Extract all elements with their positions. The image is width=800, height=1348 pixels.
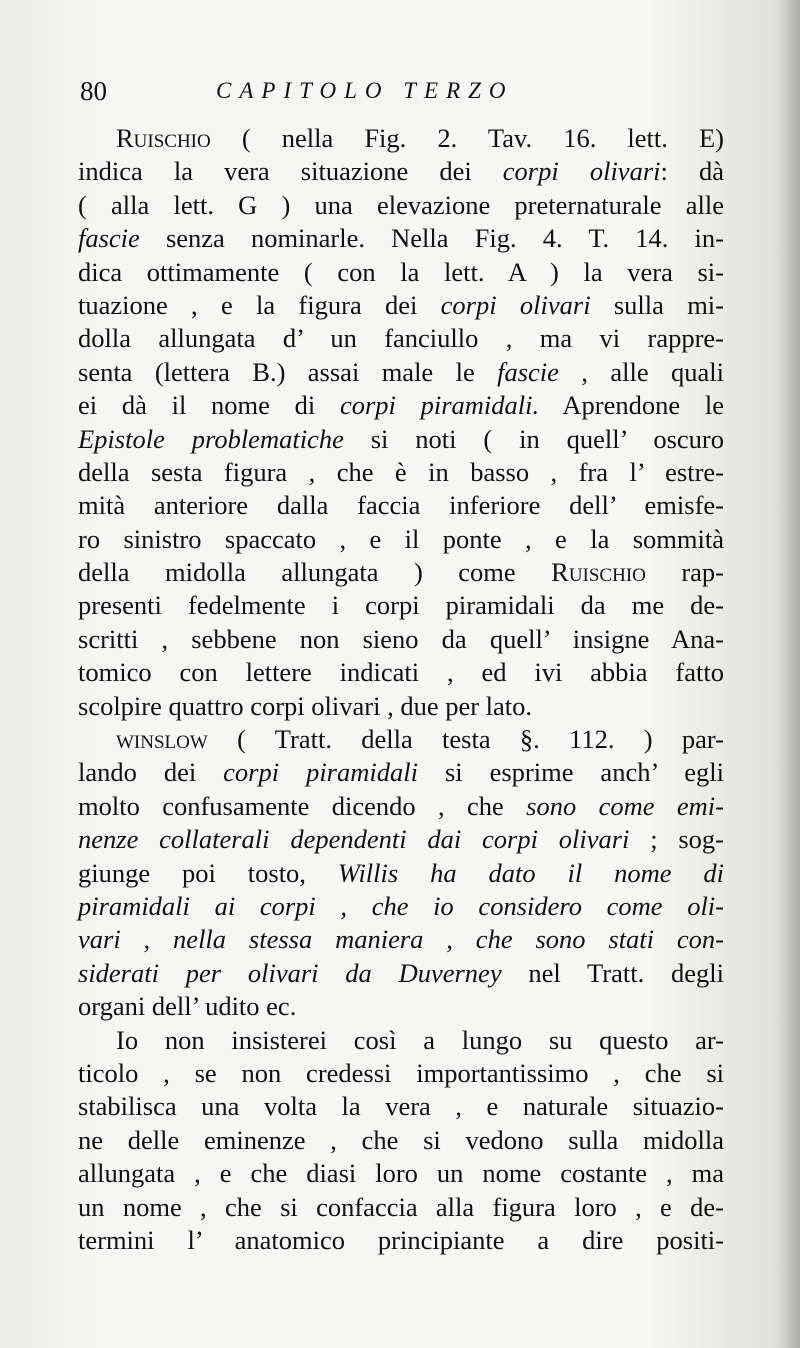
text-line <box>78 556 724 589</box>
text-run: della sesta figura , che è in basso , fra l’ estre- <box>78 456 724 487</box>
small-caps-name: Ruischio <box>116 123 211 153</box>
text-run: tomico con lettere indicati , ed ivi abbia fatto <box>78 657 724 688</box>
running-head: CAPITOLO TERZO <box>216 78 514 103</box>
text-run: della midolla allungata ) come <box>78 557 552 588</box>
text-run: ei dà il nome di <box>78 390 340 421</box>
text-run: un nome , che si confaccia alla figura loro , e de- <box>78 1191 724 1222</box>
text-run: mità anteriore dalla faccia inferiore dell’ emisfe- <box>78 490 724 521</box>
text-line <box>78 756 724 789</box>
text-line <box>78 790 724 823</box>
text-line <box>78 356 724 389</box>
text-line <box>78 857 724 890</box>
text-run: Io non insisterei così a lungo su questo ar- <box>116 1024 724 1055</box>
text-run: giunge poi tosto, <box>78 857 338 888</box>
text-line <box>78 990 724 1023</box>
text-line <box>78 723 724 756</box>
text-run: presenti fedelmente i corpi piramidali da me de- <box>78 590 724 621</box>
text-line <box>78 656 724 689</box>
text-run: molto confusamente dicendo , che <box>78 790 527 821</box>
text-line <box>78 523 724 556</box>
text-line <box>78 890 724 923</box>
italic-text: piramidali ai corpi , che io considero come oli- <box>78 890 724 921</box>
text-line <box>78 456 724 489</box>
text-run: tuazione , e la figura dei <box>78 289 441 320</box>
text-line <box>78 423 724 456</box>
text-line <box>78 1157 724 1190</box>
text-run: si esprime anch’ egli <box>417 757 725 788</box>
text-run: ticolo , se non credessi importantissimo , che si <box>78 1057 724 1088</box>
text-line <box>78 489 724 522</box>
small-caps-name: winslow <box>116 724 208 755</box>
text-line <box>78 1224 724 1257</box>
text-run: ( Tratt. della testa §. 112. ) par- <box>207 724 724 755</box>
text-line <box>78 923 724 956</box>
text-line <box>78 1191 724 1224</box>
text-run: , alle quali <box>558 356 724 387</box>
text-line <box>78 589 724 622</box>
page-number: 80 <box>80 76 107 106</box>
text-run: dica ottimamente ( con la lett. A ) la vera si- <box>78 256 724 287</box>
page-header <box>80 76 720 116</box>
text-line <box>78 1090 724 1123</box>
text-line <box>78 1057 724 1090</box>
text-run: dolla allungata d’ un fanciullo , ma vi rappre- <box>78 323 724 354</box>
text-run: ( nella Fig. 2. Tav. 16. lett. E) <box>210 123 724 153</box>
text-line <box>78 322 724 355</box>
italic-text: vari , nella stessa maniera , che sono stati con- <box>78 924 724 955</box>
text-run: : dà <box>660 156 724 187</box>
text-run: scolpire quattro corpi olivari , due per lato. <box>78 690 533 721</box>
text-run: ( alla lett. G ) una elevazione preternaturale alle <box>78 189 724 220</box>
italic-text: corpi olivari <box>440 289 591 320</box>
text-run: rap- <box>645 557 725 588</box>
page-spine-shadow <box>778 0 800 1348</box>
text-run: stabilisca una volta la vera , e naturale situazio- <box>78 1091 724 1122</box>
text-line <box>78 957 724 990</box>
italic-text: fascie <box>78 223 140 254</box>
text-run: lando dei <box>78 757 224 788</box>
text-line <box>78 389 724 422</box>
text-run: ne delle eminenze , che si vedono sulla midolla <box>78 1124 724 1155</box>
text-run: indica la vera situazione dei <box>78 156 503 187</box>
text-run: ro sinistro spaccato , e il ponte , e la sommità <box>78 523 724 554</box>
text-line <box>78 222 724 255</box>
italic-text: nenze collaterali dependenti dai corpi olivari <box>78 824 630 855</box>
text-run: scritti , sebbene non sieno da quell’ insigne Ana- <box>78 623 724 654</box>
text-line <box>78 1024 724 1057</box>
text-line <box>78 122 724 155</box>
italic-text: corpi piramidali. <box>339 390 540 421</box>
text-line <box>78 289 724 322</box>
text-run: ; sog- <box>629 824 725 855</box>
italic-text: sono come emi- <box>526 790 724 821</box>
body-text <box>78 122 724 1257</box>
text-run: sulla mi- <box>590 289 724 320</box>
italic-text: corpi piramidali <box>223 757 418 788</box>
text-line <box>78 256 724 289</box>
small-caps-name: Ruischio <box>551 557 646 588</box>
text-run: termini l’ anatomico principiante a dire positi- <box>78 1224 724 1255</box>
italic-text: Epistole problematiche <box>78 423 344 454</box>
text-line <box>78 189 724 222</box>
text-run: Aprendone le <box>539 390 724 421</box>
text-line <box>78 690 724 723</box>
italic-text: Willis ha dato il nome di <box>337 857 724 888</box>
text-run: organi dell’ udito ec. <box>78 991 297 1022</box>
italic-text: corpi olivari <box>502 156 661 187</box>
text-line <box>78 1124 724 1157</box>
italic-text: fascie <box>497 356 559 387</box>
text-run: si noti ( in quell’ oscuro <box>343 423 724 454</box>
text-run: nel Tratt. degli <box>501 957 724 988</box>
text-line <box>78 155 724 188</box>
text-line <box>78 823 724 856</box>
text-run: senta (lettera B.) assai male le <box>78 356 498 387</box>
italic-text: siderati per olivari da Duverney <box>78 957 502 988</box>
text-line <box>78 623 724 656</box>
text-run: senza nominarle. Nella Fig. 4. T. 14. in- <box>139 223 724 254</box>
text-run: allungata , e che diasi loro un nome costante , ma <box>78 1158 724 1189</box>
